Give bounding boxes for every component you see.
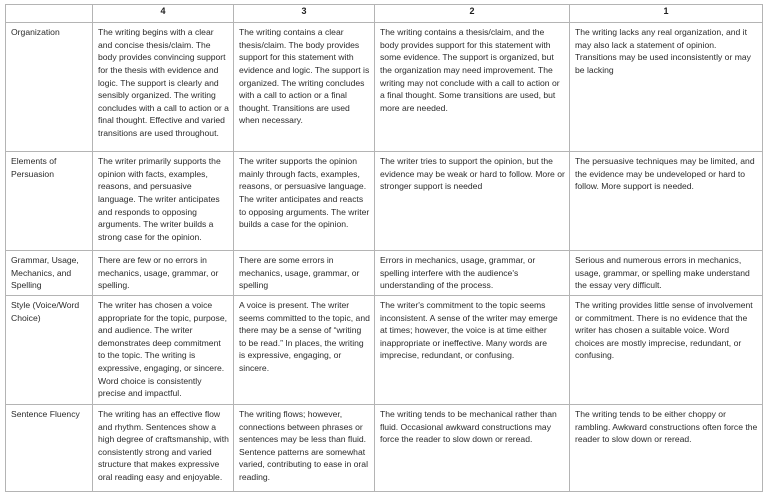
- rubric-table: [5, 4, 763, 492]
- table-row: [6, 251, 763, 296]
- cell-grammar-2: Errors in mechanics, usage, grammar, or spelling interfere with the audience's understanding of the process.: [375, 251, 570, 296]
- cell-grammar-4: There are few or no errors in mechanics, usage, grammar, or spelling.: [93, 251, 234, 296]
- cell-persuasion-2: The writer tries to support the opinion, but the evidence may be weak or hard to follow. More or stronger support is needed: [375, 152, 570, 251]
- cell-style-2: The writer's commitment to the topic seems inconsistent. A sense of the writer may emerge at times; however, the voice is at time either inappropriate or ineffective. Many words are imprecise, redundant, or confusing.: [375, 295, 570, 404]
- cell-persuasion-4: The writer primarily supports the opinion with facts, examples, reasons, and persuasive language. The writer anticipates and responds to opposing arguments. The writer builds a strong case for the opinion.: [93, 152, 234, 251]
- cell-persuasion-1: The persuasive techniques may be limited, and the evidence may be undeveloped or hard to follow. More support is needed.: [570, 152, 763, 251]
- cell-organization-2: The writing contains a thesis/claim, and the body provides support for this statement with some evidence. The support is organized, but the organization may need improvement. The writing may not conclude with a call to action or a final thought. Some transitions are used, but more are needed.: [375, 23, 570, 152]
- cell-style-3: A voice is present. The writer seems committed to the topic, and there may be a sense of “writing to be read.” In places, the writing is expressive, engaging, or sincere.: [234, 295, 375, 404]
- header-score-4: 4: [93, 5, 234, 23]
- criterion-label-sentence-fluency: Sentence Fluency: [6, 404, 93, 491]
- cell-organization-4: The writing begins with a clear and concise thesis/claim. The body provides convincing support for the thesis with evidence and logic. The support is clearly and sensibly organized. The writing concludes with a call to action or a final thought. Effective and varied transitions are used throughout.: [93, 23, 234, 152]
- cell-grammar-1: Serious and numerous errors in mechanics, usage, grammar, or spelling make understand the essay very difficult.: [570, 251, 763, 296]
- cell-style-4: The writer has chosen a voice appropriate for the topic, purpose, and audience. The writer demonstrates deep commitment to the topic. The writing is expressive, engaging, or sincere. Word choice is consistently precise and impactful.: [93, 295, 234, 404]
- cell-organization-1: The writing lacks any real organization, and it may also lack a statement of opinion. Transitions may be used inconsistently or may be lacking: [570, 23, 763, 152]
- rubric-table-header: [6, 5, 763, 23]
- cell-persuasion-3: The writer supports the opinion mainly through facts, examples, reasons, or persuasive language. The writer anticipates and reacts to opposing arguments. The writer builds a case for the opinion.: [234, 152, 375, 251]
- table-row: [6, 23, 763, 152]
- table-row: [6, 152, 763, 251]
- criterion-label-organization: Organization: [6, 23, 93, 152]
- cell-organization-3: The writing contains a clear thesis/claim. The body provides support for this statement with evidence and logic. The support is organized. The writing concludes with a call to action or a final thought. Transitions are used when necessary.: [234, 23, 375, 152]
- header-corner-cell: [6, 5, 93, 23]
- rubric-table-container: [5, 4, 762, 492]
- cell-style-1: The writing provides little sense of involvement or commitment. There is no evidence that the writer has chosen a suitable voice. Word choices are mostly imprecise, redundant, or confusing.: [570, 295, 763, 404]
- cell-fluency-3: The writing flows; however, connections between phrases or sentences may be less than fluid. Sentence patterns are somewhat varied, contributing to ease in oral reading.: [234, 404, 375, 491]
- header-row: [6, 5, 763, 23]
- header-score-1: 1: [570, 5, 763, 23]
- table-row: [6, 404, 763, 491]
- criterion-label-grammar-usage-mechanics-spelling: Grammar, Usage, Mechanics, and Spelling: [6, 251, 93, 296]
- cell-fluency-4: The writing has an effective flow and rhythm. Sentences show a high degree of craftsmanship, with consistently strong and varied structure that makes expressive oral reading easy and enjoyable.: [93, 404, 234, 491]
- rubric-table-body: [6, 23, 763, 492]
- header-score-3: 3: [234, 5, 375, 23]
- cell-fluency-1: The writing tends to be either choppy or rambling. Awkward constructions often force the reader to slow down or reread.: [570, 404, 763, 491]
- table-row: [6, 295, 763, 404]
- cell-grammar-3: There are some errors in mechanics, usage, grammar, or spelling: [234, 251, 375, 296]
- cell-fluency-2: The writing tends to be mechanical rather than fluid. Occasional awkward constructions may force the reader to slow down or reread.: [375, 404, 570, 491]
- criterion-label-elements-of-persuasion: Elements of Persuasion: [6, 152, 93, 251]
- header-score-2: 2: [375, 5, 570, 23]
- criterion-label-style-voice-word-choice: Style (Voice/Word Choice): [6, 295, 93, 404]
